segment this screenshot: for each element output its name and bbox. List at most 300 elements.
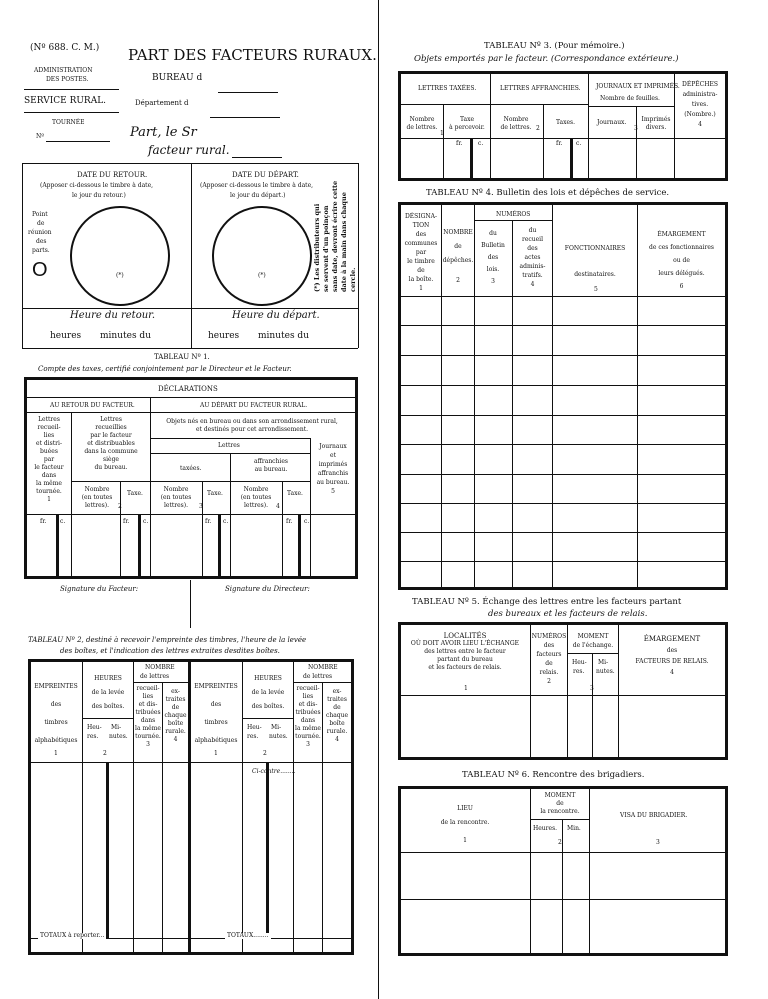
t1-fr-2: fr. — [123, 518, 130, 525]
departement-line — [210, 117, 280, 118]
t1-rule-3 — [150, 438, 310, 439]
point-circle-mark: O — [32, 259, 48, 281]
point-reunion-3: réunion — [28, 229, 52, 236]
t2-r-num-4: 4 — [335, 736, 339, 743]
page-divider — [378, 0, 379, 999]
t1-v2 — [120, 481, 121, 576]
t5-l-4: et les facteurs de relais. — [428, 664, 502, 671]
t4-nom-0: NOMBRE — [443, 229, 473, 236]
t4-row-9 — [401, 561, 725, 562]
t5-m-1: de l'échange. — [572, 642, 614, 649]
t2-r-r-1: lies — [302, 693, 314, 700]
t1-rb-0: Lettres — [100, 416, 122, 423]
t2-l-r-0: recueil- — [136, 685, 160, 692]
t3-num-4: 4 — [698, 121, 702, 128]
depart-note-1: (Apposer ci-dessous le timbre à date, — [200, 182, 314, 189]
t5-l-2: des lettres entre le facteur — [424, 648, 506, 655]
t3-j-split — [636, 106, 637, 178]
depart-note-2: le jour du départ.) — [230, 192, 286, 199]
t4-row-1 — [401, 325, 725, 326]
t1-aff-1: au bureau. — [254, 466, 288, 473]
t2-r-hm-2: Mi- — [271, 724, 282, 731]
t3-d-2: tives. — [691, 101, 709, 108]
t4-designation — [401, 212, 441, 293]
point-reunion-2: de — [37, 220, 45, 227]
tableau1-title: TABLEAU Nº 1. — [154, 353, 210, 361]
t3-v2 — [588, 74, 589, 178]
t5-e-1: des — [666, 647, 678, 654]
t6-moment-split — [562, 819, 563, 953]
t1-v5 — [202, 481, 203, 576]
t6-moment-rule — [530, 819, 589, 820]
t1-rb-nombre — [74, 486, 120, 510]
signature-divider — [190, 580, 191, 628]
t2-l-num-4: 4 — [173, 736, 178, 743]
t5-res: res. — [573, 668, 585, 675]
t2-l-h-2: des boîtes. — [91, 703, 125, 710]
t5-n-4: relais. — [539, 669, 559, 676]
t5-header-rule — [401, 695, 725, 696]
t2-l-extraites — [163, 688, 188, 744]
t1-num-4: 4 — [276, 503, 280, 510]
t3-nombre-feuilles: Nombre de feuilles. — [600, 95, 660, 102]
depart-minutes: minutes du — [258, 331, 309, 341]
t2-l-heures — [83, 672, 133, 714]
t4-bulletin — [475, 228, 511, 288]
t6-m-1: de — [556, 800, 564, 807]
t1-rb-nombre-1: (en toutes — [81, 494, 113, 501]
t3-la-split — [543, 104, 544, 178]
t2-r-e-2: de — [333, 704, 341, 711]
t6-num-2: 2 — [558, 839, 562, 846]
retour-stamp-mark: (*) — [116, 272, 124, 279]
t1-rule-5 — [150, 481, 310, 482]
heure-depart-label: Heure du départ. — [232, 310, 320, 321]
depart-heures: heures — [208, 331, 240, 341]
t2-r-e-0: ex- — [332, 688, 342, 695]
dates-divider — [191, 163, 192, 308]
point-reunion-4: des — [36, 238, 47, 245]
date-retour-label: DATE DU RETOUR. — [77, 171, 148, 179]
t2-l-num-2: 2 — [103, 750, 107, 757]
t2-r-hm-0: Heu- — [247, 724, 262, 731]
t3-num-1: 1 — [440, 130, 444, 137]
t3-fr-1: fr. — [456, 140, 463, 147]
t5-emargement — [619, 634, 725, 678]
t1-c-3: c. — [223, 518, 229, 525]
t5-l-1: OÙ DOIT AVOIR LIEU L'ÉCHANGE — [410, 640, 520, 647]
t2-r-r-0: recueil- — [296, 685, 320, 692]
t4-num-5: 5 — [594, 286, 598, 293]
t1-affranchies — [232, 458, 310, 474]
t1-rule-6 — [27, 514, 355, 515]
t5-nutes: nutes. — [596, 668, 615, 675]
t4-b-1: Bulletin — [481, 242, 505, 249]
t6-moment — [531, 792, 589, 816]
t2-l-r-1: lies — [142, 693, 154, 700]
t2-header-rule — [31, 762, 351, 763]
hours-top-rule — [22, 308, 358, 309]
t5-moment — [568, 632, 618, 650]
t4-num-1: 1 — [419, 285, 423, 292]
t2-r-num-2: 2 — [263, 750, 267, 757]
point-reunion-1: Point — [32, 211, 48, 218]
t2-r-hm-3: nutes. — [269, 733, 288, 740]
service-rural-label: SERVICE RURAL. — [24, 96, 107, 106]
t2-l-e-5: rurale. — [165, 728, 186, 735]
t5-n-0: NUMÉROS — [531, 633, 567, 640]
t2-r-r-6: tournée. — [295, 733, 321, 740]
t3-d-0: DÉPÊCHES — [682, 81, 718, 88]
bureau-line — [218, 92, 278, 93]
retour-stamp-circle — [70, 206, 170, 306]
tableau2-title: TABLEAU Nº 2, destiné à recevoir l'empreinte des timbres, l'heure de la levée — [28, 636, 307, 644]
t3-lan-1: de lettres. — [500, 124, 532, 131]
t5-m-0: MOMENT — [577, 633, 609, 640]
t2-r-r-5: la même — [295, 725, 321, 732]
t4-r-4: adminis- — [519, 263, 546, 270]
t2-l-emp-2: timbres — [44, 719, 68, 726]
t3-imp-1: divers. — [645, 124, 667, 131]
t1-ra-3: et distri- — [36, 440, 62, 447]
t2-l-r-3: tribuées — [135, 709, 161, 716]
t1-c-2: c. — [143, 518, 149, 525]
t1-fr-3: fr. — [205, 518, 212, 525]
t3-fr-2: fr. — [556, 140, 563, 147]
hours-bottom-rule — [22, 348, 358, 349]
t4-num-2: 2 — [456, 277, 460, 284]
t1-rb-5: siège — [103, 456, 119, 463]
header-rule-1 — [24, 89, 119, 90]
t1-objets-1: et destinés pour cet arrondissement. — [195, 426, 309, 433]
t1-col-retour-b — [72, 416, 150, 472]
facteur-rural-label: facteur rural. — [148, 143, 230, 157]
retour-note-2: le jour du retour.) — [72, 192, 126, 199]
t3-num-2: 2 — [536, 125, 540, 132]
t4-row-6 — [401, 474, 725, 475]
totaux-reporter: TOTAUX à reporter... — [40, 932, 105, 939]
t5-localites — [401, 632, 529, 672]
t2-r-e-4: boîte — [329, 720, 345, 727]
t1-j-2: imprimés — [318, 461, 348, 468]
t1-ra-7: dans — [41, 472, 57, 479]
t5-n-1: des — [543, 642, 555, 649]
t1-tn-1: (en toutes — [160, 494, 192, 501]
t4-b-0: du — [489, 230, 497, 237]
date-depart-label: DATE DU DÉPART. — [232, 171, 299, 179]
tableau3-subtitle: Objets emportés par le facteur. (Correspondance extérieure.) — [414, 54, 679, 64]
t4-b-2: des — [487, 254, 499, 261]
t1-objets-0: Objets nés en bureau ou dans son arrondissement rural, — [166, 418, 338, 425]
t4-nom-2: dépêches. — [442, 257, 474, 264]
t1-tn-0: Nombre — [163, 486, 189, 493]
t4-row-0 — [401, 296, 725, 297]
t4-r-5: tratifs. — [522, 272, 543, 279]
t1-rb-1: recueillies — [95, 424, 127, 431]
t1-money-2 — [138, 514, 141, 576]
t1-rb-rule — [72, 481, 150, 482]
t6-v2 — [589, 789, 590, 953]
t3-journaux-col: Journaux. — [597, 119, 627, 126]
t2-l-hm-0: Heu- — [87, 724, 102, 731]
t6-min: Min. — [567, 825, 581, 832]
t4-des-5: le timbre — [407, 258, 435, 265]
t1-objets-nes — [152, 418, 352, 434]
t2-l-heures-rule — [83, 718, 133, 719]
t3-rule-low — [401, 138, 725, 139]
t1-an-1: (en toutes — [240, 494, 272, 501]
t2-r-emp-2: timbres — [204, 719, 228, 726]
t1-ra-0: Lettres — [38, 416, 60, 423]
t1-aff-taxe: Taxe. — [287, 490, 303, 497]
t1-rb-2: par le facteur — [90, 432, 132, 439]
t2-r-empreintes — [191, 678, 241, 750]
t4-des-0: DÉSIGNA- — [404, 213, 438, 220]
tableau2-subtitle: des boîtes, et l'indication des lettres extraites desdites boîtes. — [60, 647, 280, 655]
t1-aff-0: affranchies — [254, 458, 288, 465]
hours-divider — [191, 308, 192, 348]
t1-num-5: 5 — [331, 488, 335, 495]
t4-f-1: destinataires. — [574, 271, 616, 278]
t5-e-0: ÉMARGEMENT — [643, 635, 701, 643]
t3-c-1: c. — [478, 140, 484, 147]
t4-row-4 — [401, 415, 725, 416]
t6-m-0: MOMENT — [544, 792, 576, 799]
signature-facteur: Signature du Facteur: — [60, 585, 139, 593]
t2-r-hour-bar — [266, 762, 269, 938]
t2-l-r-6: tournée. — [135, 733, 161, 740]
t2-l-e-0: ex- — [171, 688, 180, 695]
t4-r-0: du — [528, 227, 537, 234]
t4-row-2 — [401, 355, 725, 356]
t5-mi: Mi- — [598, 659, 609, 666]
t2-r-r-2: et dis- — [298, 701, 318, 708]
t4-des-3: communes — [404, 240, 438, 247]
t1-num-1: 1 — [47, 496, 51, 503]
t1-rb-nombre-2: lettres). — [84, 502, 110, 509]
t2-l-e-1: traites — [165, 696, 186, 703]
t1-ra-1: recueil- — [37, 424, 61, 431]
t2-l-num-1: 1 — [54, 750, 58, 757]
t4-row-3 — [401, 385, 725, 386]
t3-v1 — [490, 74, 491, 178]
t2-r-heures-rule — [243, 718, 293, 719]
t1-aff-nombre — [232, 486, 280, 510]
part-line — [232, 157, 282, 158]
t3-imp-0: Imprimés — [641, 116, 671, 123]
des-postes-label: DES POSTES. — [46, 76, 89, 83]
au-depart-label: AU DÉPART DU FACTEUR RURAL. — [200, 402, 308, 409]
t4-recueil — [513, 226, 552, 289]
number-prefix: Nº — [36, 133, 45, 140]
t5-l-0: LOCALITÉS — [443, 632, 487, 640]
t1-lettres: Lettres — [218, 442, 240, 449]
tableau1-subtitle: Compte des taxes, certifié conjointement par le Directeur et le Facteur. — [38, 365, 292, 373]
t2-r-e-3: chaque — [325, 712, 349, 719]
t6-header-rule — [401, 852, 725, 853]
retour-minutes: minutes du — [100, 331, 151, 341]
t2-l-e-2: de — [171, 704, 180, 711]
t4-numeros-rule — [474, 220, 552, 221]
t1-an-2: lettres). — [243, 502, 269, 509]
t4-des-4: par — [415, 249, 427, 256]
t3-journaux-rule — [588, 106, 674, 107]
t3-lt-taxe — [444, 116, 490, 132]
header-rule-2 — [24, 112, 119, 113]
t4-e-0: ÉMARGEMENT — [657, 231, 706, 238]
t6-l-1: de la rencontre. — [440, 819, 490, 826]
t5-num-2: 2 — [547, 678, 551, 685]
t1-money-3 — [218, 514, 221, 576]
t5-moment-split — [592, 653, 593, 757]
tableau3-title: TABLEAU Nº 3. (Pour mémoire.) — [484, 41, 625, 51]
t4-num-4: 4 — [530, 281, 535, 288]
t4-f-0: FONCTIONNAIRES — [564, 245, 626, 252]
t4-row-5 — [401, 444, 725, 445]
t3-ltt-0: Taxe — [459, 116, 475, 123]
t2-l-hm-3: nutes. — [109, 733, 128, 740]
t1-ra-9: tournée. — [36, 488, 62, 495]
t3-rule-mid — [401, 104, 588, 105]
t1-num-3: 3 — [199, 503, 203, 510]
t3-lt-nombre — [402, 116, 442, 132]
t1-ra-5: par — [43, 456, 55, 463]
t4-e-3: leurs délégués. — [658, 270, 705, 277]
t1-fr-4: fr. — [286, 518, 293, 525]
t6-lieu — [401, 802, 529, 848]
t1-ra-2: lies — [43, 432, 55, 439]
t6-visa: VISA DU BRIGADIER. — [620, 812, 688, 819]
t2-l-r-4: dans — [140, 717, 156, 724]
signature-directeur: Signature du Directeur: — [225, 585, 310, 593]
t2-l-h-1: de la levée — [91, 689, 125, 696]
depart-stamp-mark: (*) — [258, 272, 266, 279]
t5-num-3: 3 — [590, 685, 594, 692]
t2-r-num-3: 3 — [306, 741, 310, 748]
t3-la-nombre — [492, 116, 540, 132]
t2-r-num-1: 1 — [214, 750, 218, 757]
t1-money-4 — [298, 514, 301, 576]
t6-m-2: la rencontre. — [540, 808, 580, 815]
t3-ltn-0: Nombre — [409, 116, 435, 123]
tournee-label: TOURNÉE — [52, 119, 85, 126]
tableau5-title: TABLEAU Nº 5. Échange des lettres entre les facteurs partant — [412, 597, 682, 607]
tableau4-title: TABLEAU Nº 4. Bulletin des lois et dépêches de service. — [426, 188, 670, 198]
t3-ltn-1: de lettres. — [406, 124, 438, 131]
t4-num-6: 6 — [679, 283, 684, 290]
t4-row-8 — [401, 532, 725, 533]
t2-l-hm-1: res. — [87, 733, 99, 740]
t1-ra-8: la même — [36, 480, 62, 487]
t2-l-emp-3: alphabétiques — [34, 737, 78, 744]
t2-r-extraites — [323, 688, 351, 744]
t5-n-2: facteurs — [536, 651, 562, 658]
t2-r-emp-0: EMPREINTES — [194, 683, 238, 690]
t4-numeros: NUMÉROS — [496, 211, 531, 218]
t1-j-1: et — [330, 452, 336, 459]
t4-r-3: actes — [524, 254, 541, 261]
depart-stamp-circle — [212, 206, 312, 306]
t1-rb-3: et distribuables — [87, 440, 135, 447]
t2-l-de-lettres: de lettres — [140, 673, 170, 680]
t1-rb-taxe: Taxe. — [127, 490, 143, 497]
declarations-label: DÉCLARATIONS — [158, 385, 218, 393]
t3-lettres-affranchies: LETTRES AFFRANCHIES. — [500, 85, 581, 92]
t3-lettres-taxees: LETTRES TAXÉES. — [418, 85, 477, 92]
t5-heu: Heu- — [572, 659, 587, 666]
t2-r-hm-1: res. — [247, 733, 259, 740]
t2-r-e-5: rurale. — [326, 728, 348, 735]
t2-l-r-5: la même — [135, 725, 161, 732]
t2-l-nombre: NOMBRE — [145, 664, 175, 671]
t1-col-retour-a — [28, 416, 70, 504]
tournee-line — [46, 141, 110, 142]
t4-des-1: TION — [412, 222, 430, 229]
t2-l-recueil — [134, 685, 162, 749]
heure-retour-label: Heure du retour. — [70, 310, 156, 321]
t3-num-3: 3 — [634, 125, 638, 132]
t6-l-0: LIEU — [457, 805, 473, 812]
t6-num-1: 1 — [463, 837, 467, 844]
t1-c-1: c. — [60, 518, 66, 525]
form-number: (Nº 688. C. M.) — [30, 43, 100, 53]
t3-depeches — [675, 80, 725, 130]
page-title: PART DES FACTEURS RURAUX. — [128, 46, 377, 64]
t4-des-2: des — [415, 231, 427, 238]
t2-r-r-3: tribuées — [295, 709, 321, 716]
administration-label: ADMINISTRATION — [34, 67, 93, 74]
t2-l-e-3: chaque — [164, 712, 187, 719]
t5-numeros — [531, 632, 567, 686]
t2-r-h-2: des boîtes. — [251, 703, 285, 710]
t3-money-1 — [470, 138, 473, 178]
t1-rb-4: dans la commune — [84, 448, 138, 455]
t1-j-0: Journaux — [319, 443, 347, 450]
tableau5-subtitle: des bureaux et les facteurs de relais. — [488, 609, 648, 619]
t1-ra-6: le facteur — [34, 464, 64, 471]
t4-r-2: des — [527, 245, 538, 252]
t1-rule-2 — [27, 412, 355, 413]
t1-rb-nombre-0: Nombre — [84, 486, 110, 493]
au-retour-label: AU RETOUR DU FACTEUR. — [50, 402, 135, 409]
t3-la-taxes: Taxes. — [556, 119, 576, 126]
t2-l-hm-2: Mi- — [111, 724, 122, 731]
departement-label: Département d — [135, 99, 189, 107]
t1-rb-6: du bureau. — [94, 464, 128, 471]
t3-ltt-1: à percevoir. — [449, 124, 485, 131]
t2-l-num-3: 3 — [146, 741, 150, 748]
t2-l-h-0: HEURES — [94, 675, 122, 682]
t2-l-hour-bar — [106, 762, 109, 938]
t4-emargement — [638, 228, 725, 293]
t1-an-0: Nombre — [243, 486, 269, 493]
t1-taxees-nombre — [152, 486, 200, 510]
t4-b-3: lois. — [486, 266, 500, 273]
t5-e-2: FACTEURS DE RELAIS. — [635, 658, 709, 665]
t1-taxees: taxées. — [180, 465, 202, 472]
t2-r-emp-3: alphabétiques — [194, 737, 238, 744]
t5-num-4: 4 — [670, 669, 674, 676]
t2-l-emp-1: des — [50, 701, 62, 708]
totaux-label: TOTAUX........ — [227, 932, 269, 939]
t6-heures: Heures. — [533, 825, 558, 832]
t1-v6 — [282, 481, 283, 576]
t2-r-heures — [243, 672, 293, 714]
t2-r-e-1: traites — [327, 696, 347, 703]
t6-num-3: 3 — [656, 839, 660, 846]
t3-money-2 — [570, 138, 573, 178]
t1-c-4: c. — [304, 518, 310, 525]
